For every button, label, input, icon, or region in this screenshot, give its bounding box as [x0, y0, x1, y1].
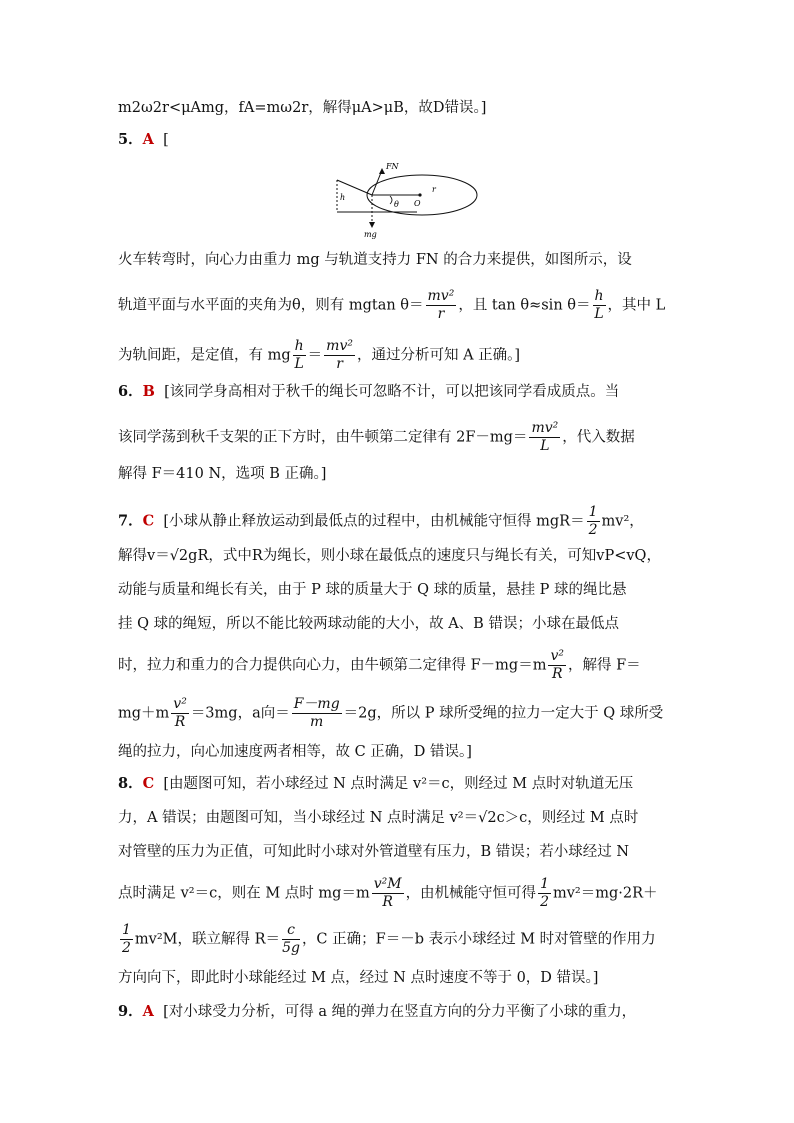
line-text: 对管壁的压力为正值，可知此时小球对外管道壁有压力，B 错误；若小球经过 N: [118, 844, 630, 860]
arrowhead-icon: [369, 222, 375, 228]
line-text: 解得 F＝410 N，选项 B 正确。]: [118, 466, 327, 482]
label-fn: FN: [386, 162, 399, 171]
question-number: 8．: [118, 775, 143, 792]
label-h: h: [340, 193, 346, 202]
line-text: ，代入数据: [562, 429, 635, 446]
center-point: [418, 193, 421, 196]
question-8: [118, 774, 633, 794]
fraction: [324, 338, 355, 373]
line-text: 为轨间距，是定值，有 mg: [118, 347, 291, 364]
denominator: 5g: [282, 940, 300, 956]
line-text: 时，拉力和重力的合力提供向心力，由牛顿第二定律得 F－mg＝m: [118, 657, 547, 674]
denominator: 2: [588, 522, 598, 538]
denominator: L: [294, 356, 304, 372]
fraction: [293, 338, 306, 373]
denominator: m: [310, 714, 324, 730]
text-line: [118, 614, 619, 634]
fraction: [587, 504, 600, 539]
answer-letter: B: [142, 383, 155, 400]
numerator: mv²: [531, 420, 559, 436]
numerator: h: [594, 288, 604, 304]
line-text: ，通过分析可知 A 正确。]: [356, 347, 521, 364]
numerator: v²M: [373, 876, 402, 892]
denominator: 2: [122, 940, 131, 956]
answer-letter: A: [142, 1003, 154, 1020]
fraction: [372, 876, 404, 911]
answer-letter: C: [142, 512, 155, 530]
question-5-header: [118, 130, 169, 150]
label-mg: mg: [364, 230, 377, 239]
fraction: [282, 922, 300, 957]
fraction: [120, 922, 133, 957]
denominator: R: [174, 714, 186, 730]
numerator: 1: [122, 922, 131, 938]
line-text: [对小球受力分析，可得 a 绳的弹力在竖直方向的分力平衡了小球的重力，: [163, 1004, 637, 1020]
text-line: [118, 546, 661, 566]
line-text: 绳的拉力，向心加速度两者相等，故 C 正确，D 错误。]: [118, 744, 472, 760]
text-line: [118, 464, 326, 484]
line-text: m2ω2r<μAmg，fA=mω2r，解得μA>μB，故D错误。]: [118, 100, 487, 116]
numerator: F－mg: [293, 696, 340, 712]
numerator: v²: [550, 648, 564, 664]
text-line: [118, 968, 598, 988]
numerator: h: [294, 338, 304, 354]
text-line: [118, 580, 627, 600]
denominator: R: [551, 666, 563, 682]
numerator: v²: [173, 696, 187, 712]
fraction: [426, 288, 457, 323]
text-line: [118, 742, 472, 762]
label-r: r: [432, 185, 436, 194]
line-text: 方向向下，即此时小球能经过 M 点，经过 N 点时速度不等于 0，D 错误。]: [118, 970, 599, 986]
line-text: ＝2g，所以 P 球所受绳的拉力一定大于 Q 球所受: [343, 705, 664, 722]
line-text: ，解得 F＝: [567, 657, 641, 674]
text-line: [118, 420, 635, 455]
question-9: [118, 1002, 636, 1022]
question-number: 5．: [118, 131, 143, 148]
line-text: 该同学荡到秋千支架的正下方时，由牛顿第二定律有 2F－mg＝: [118, 429, 528, 446]
line-text: 力，A 错误；由题图可知，当小球经过 N 点时满足 v²＝√2c＞c，则经过 M 点时: [118, 810, 639, 826]
line-text: mv²＝mg·2R＋: [552, 885, 658, 902]
text-line: [118, 696, 663, 731]
line-text: mv²M，联立解得 R＝: [134, 931, 281, 948]
question-number: 9．: [118, 1003, 143, 1020]
line-text: ＝: [307, 347, 323, 364]
denominator: L: [594, 306, 604, 322]
text-line: [118, 338, 520, 373]
line-text: 点时满足 v²＝c，则在 M 点时 mg＝m: [118, 885, 370, 902]
question-6: [118, 382, 619, 402]
fraction: [593, 288, 606, 323]
label-o: O: [414, 199, 421, 208]
text-line: [118, 250, 632, 270]
bracket: [: [163, 132, 169, 148]
train-curve-diagram: [332, 160, 482, 240]
question-number: 6．: [118, 383, 143, 400]
angle-arc: [390, 196, 392, 204]
line-text: mg＋m: [118, 705, 170, 722]
line-text: 挂 Q 球的绳短，所以不能比较两球动能的大小，故 A、B 错误；小球在最低点: [118, 616, 619, 632]
fraction: [292, 696, 342, 731]
text-line: [118, 648, 641, 683]
line-text: ，C 正确；F＝－b 表示小球经过 M 时对管壁的作用力: [301, 931, 656, 948]
fraction: [529, 420, 560, 455]
answer-letter: A: [142, 131, 154, 148]
line-text: [由题图可知，若小球经过 N 点时满足 v²＝c，则经过 M 点时对轨道无压: [163, 776, 634, 792]
denominator: R: [382, 894, 393, 910]
fraction: [538, 876, 551, 911]
line-text: [该同学身高相对于秋千的绳长可忽略不计，可以把该同学看成质点。当: [164, 384, 620, 400]
denominator: L: [540, 438, 550, 454]
line-text: 动能与质量和绳长有关，由于 P 球的质量大于 Q 球的质量，悬挂 P 球的绳比悬: [118, 582, 627, 598]
text-line: [118, 842, 629, 862]
text-line: [118, 98, 486, 118]
text-line: [118, 288, 665, 323]
text-line: [118, 876, 658, 911]
line-text: 解得v＝√2gR，式中R为绳长，则小球在最低点的速度只与绳长有关，可知vP<vQ，: [118, 548, 661, 564]
numerator: c: [282, 922, 300, 940]
denominator: 2: [540, 894, 549, 910]
line-text: mv²，: [601, 513, 644, 530]
numerator: mv²: [427, 288, 455, 304]
fraction: [548, 648, 566, 683]
numerator: 1: [540, 876, 549, 892]
line-text: 轨道平面与水平面的夹角为θ，则有 mgtan θ＝: [118, 297, 424, 314]
denominator: r: [437, 306, 445, 322]
denominator: r: [336, 356, 343, 372]
line-text: 火车转弯时，向心力由重力 mg 与轨道支持力 FN 的合力来提供，如图所示，设: [118, 252, 632, 268]
question-number: 7．: [118, 512, 143, 530]
line-text: ，由机械能守恒可得: [405, 885, 537, 902]
line-text: ，且 tan θ≈sin θ＝: [458, 297, 591, 314]
arrowhead-icon: [379, 168, 385, 174]
text-line: [118, 922, 656, 957]
line-text: ，其中 L: [607, 297, 666, 314]
label-theta: θ: [394, 200, 399, 209]
numerator: mv²: [326, 338, 353, 354]
line-text: [小球从静止释放运动到最低点的过程中，由机械能守恒得 mgR＝: [163, 513, 585, 530]
numerator: 1: [588, 504, 598, 520]
fraction: [171, 696, 189, 731]
answer-letter: C: [142, 775, 155, 792]
line-text: ＝3mg，a向＝: [190, 705, 290, 722]
text-line: [118, 808, 638, 828]
question-7: [118, 504, 644, 539]
